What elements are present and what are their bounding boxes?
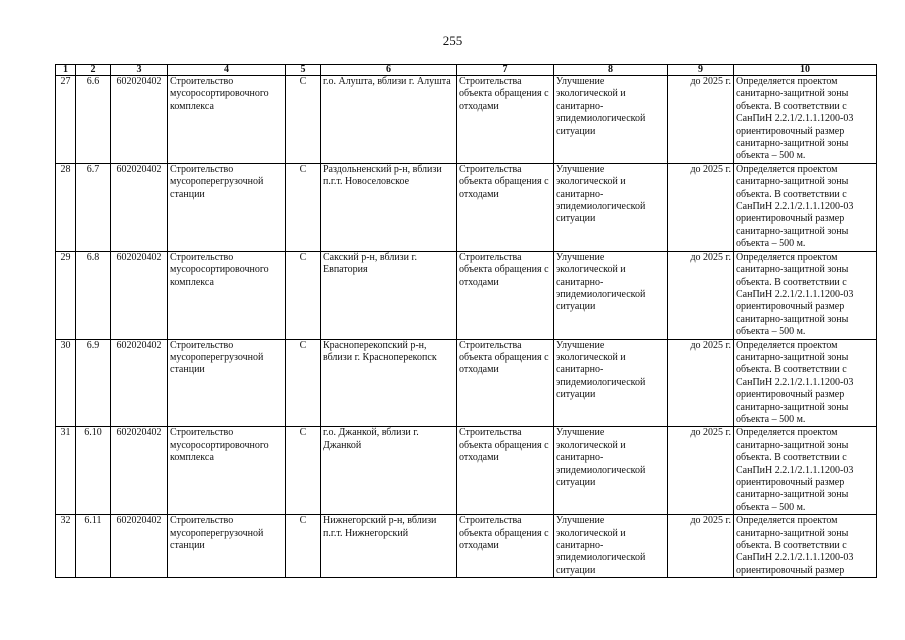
- registry-code: 602020402: [111, 76, 168, 164]
- object-type: С: [286, 163, 321, 251]
- registry-code: 602020402: [111, 515, 168, 578]
- zone-note: Определяется проектом санитарно-защитной зоны объекта. В соответствии с СанПиН 2.2.1/2.1.1.1200-03 ориентировочный размер: [734, 515, 877, 578]
- expected-effect: Улучшение экологической и санитарно-эпидемиологической ситуации: [554, 515, 668, 578]
- object-category: Строительства объекта обращения с отходами: [457, 163, 554, 251]
- table-row: [56, 515, 877, 578]
- deadline: до 2025 г.: [668, 76, 734, 164]
- registry-code: 602020402: [111, 339, 168, 427]
- column-header: 1: [56, 65, 76, 76]
- object-type: С: [286, 339, 321, 427]
- column-header: 4: [168, 65, 286, 76]
- object-category: Строительства объекта обращения с отходами: [457, 339, 554, 427]
- object-category: Строительства объекта обращения с отходами: [457, 427, 554, 515]
- deadline: до 2025 г.: [668, 251, 734, 339]
- zone-note: Определяется проектом санитарно-защитной зоны объекта. В соответствии с СанПиН 2.2.1/2.1.1.1200-03 ориентировочный размер санитарно-защитной зоны объекта – 500 м.: [734, 163, 877, 251]
- row-number: 31: [56, 427, 76, 515]
- column-header: 10: [734, 65, 877, 76]
- row-number: 27: [56, 76, 76, 164]
- column-header: 7: [457, 65, 554, 76]
- registry-code: 602020402: [111, 163, 168, 251]
- object-name: Строительство мусороперегрузочной станции: [168, 163, 286, 251]
- expected-effect: Улучшение экологической и санитарно-эпидемиологической ситуации: [554, 76, 668, 164]
- column-header: 6: [321, 65, 457, 76]
- object-location: Раздольненский р-н, вблизи п.г.т. Новоселовское: [321, 163, 457, 251]
- item-code: 6.8: [76, 251, 111, 339]
- object-location: Нижнегорский р-н, вблизи п.г.т. Нижнегорский: [321, 515, 457, 578]
- row-number: 32: [56, 515, 76, 578]
- row-number: 30: [56, 339, 76, 427]
- item-code: 6.6: [76, 76, 111, 164]
- object-category: Строительства объекта обращения с отходами: [457, 251, 554, 339]
- item-code: 6.10: [76, 427, 111, 515]
- expected-effect: Улучшение экологической и санитарно-эпидемиологической ситуации: [554, 339, 668, 427]
- item-code: 6.7: [76, 163, 111, 251]
- table-row: [56, 163, 877, 251]
- object-name: Строительство мусоросортировочного комплекса: [168, 76, 286, 164]
- object-name: Строительство мусороперегрузочной станции: [168, 515, 286, 578]
- item-code: 6.11: [76, 515, 111, 578]
- deadline: до 2025 г.: [668, 427, 734, 515]
- table-row: [56, 251, 877, 339]
- projects-table: [55, 64, 877, 578]
- deadline: до 2025 г.: [668, 339, 734, 427]
- column-header: 9: [668, 65, 734, 76]
- object-name: Строительство мусоросортировочного комплекса: [168, 427, 286, 515]
- object-location: Сакский р-н, вблизи г. Евпатория: [321, 251, 457, 339]
- column-header: 5: [286, 65, 321, 76]
- object-name: Строительство мусоросортировочного комплекса: [168, 251, 286, 339]
- table-row: [56, 427, 877, 515]
- expected-effect: Улучшение экологической и санитарно-эпидемиологической ситуации: [554, 251, 668, 339]
- expected-effect: Улучшение экологической и санитарно-эпидемиологической ситуации: [554, 163, 668, 251]
- object-location: Красноперекопский р-н, вблизи г. Красноперекопск: [321, 339, 457, 427]
- object-type: С: [286, 76, 321, 164]
- object-type: С: [286, 251, 321, 339]
- row-number: 28: [56, 163, 76, 251]
- table-row: [56, 339, 877, 427]
- object-type: С: [286, 515, 321, 578]
- row-number: 29: [56, 251, 76, 339]
- registry-code: 602020402: [111, 251, 168, 339]
- object-category: Строительства объекта обращения с отходами: [457, 515, 554, 578]
- object-name: Строительство мусороперегрузочной станции: [168, 339, 286, 427]
- column-header: 3: [111, 65, 168, 76]
- table-row: [56, 76, 877, 164]
- zone-note: Определяется проектом санитарно-защитной зоны объекта. В соответствии с СанПиН 2.2.1/2.1.1.1200-03 ориентировочный размер санитарно-защитной зоны объекта – 500 м.: [734, 427, 877, 515]
- header-row: [56, 65, 877, 76]
- item-code: 6.9: [76, 339, 111, 427]
- object-location: г.о. Джанкой, вблизи г. Джанкой: [321, 427, 457, 515]
- zone-note: Определяется проектом санитарно-защитной зоны объекта. В соответствии с СанПиН 2.2.1/2.1.1.1200-03 ориентировочный размер санитарно-защитной зоны объекта – 500 м.: [734, 251, 877, 339]
- object-location: г.о. Алушта, вблизи г. Алушта: [321, 76, 457, 164]
- object-type: С: [286, 427, 321, 515]
- deadline: до 2025 г.: [668, 515, 734, 578]
- expected-effect: Улучшение экологической и санитарно-эпидемиологической ситуации: [554, 427, 668, 515]
- column-header: 2: [76, 65, 111, 76]
- column-header: 8: [554, 65, 668, 76]
- zone-note: Определяется проектом санитарно-защитной зоны объекта. В соответствии с СанПиН 2.2.1/2.1.1.1200-03 ориентировочный размер санитарно-защитной зоны объекта – 500 м.: [734, 76, 877, 164]
- page-number: 255: [442, 33, 463, 48]
- deadline: до 2025 г.: [668, 163, 734, 251]
- zone-note: Определяется проектом санитарно-защитной зоны объекта. В соответствии с СанПиН 2.2.1/2.1.1.1200-03 ориентировочный размер санитарно-защитной зоны объекта – 500 м.: [734, 339, 877, 427]
- object-category: Строительства объекта обращения с отходами: [457, 76, 554, 164]
- registry-code: 602020402: [111, 427, 168, 515]
